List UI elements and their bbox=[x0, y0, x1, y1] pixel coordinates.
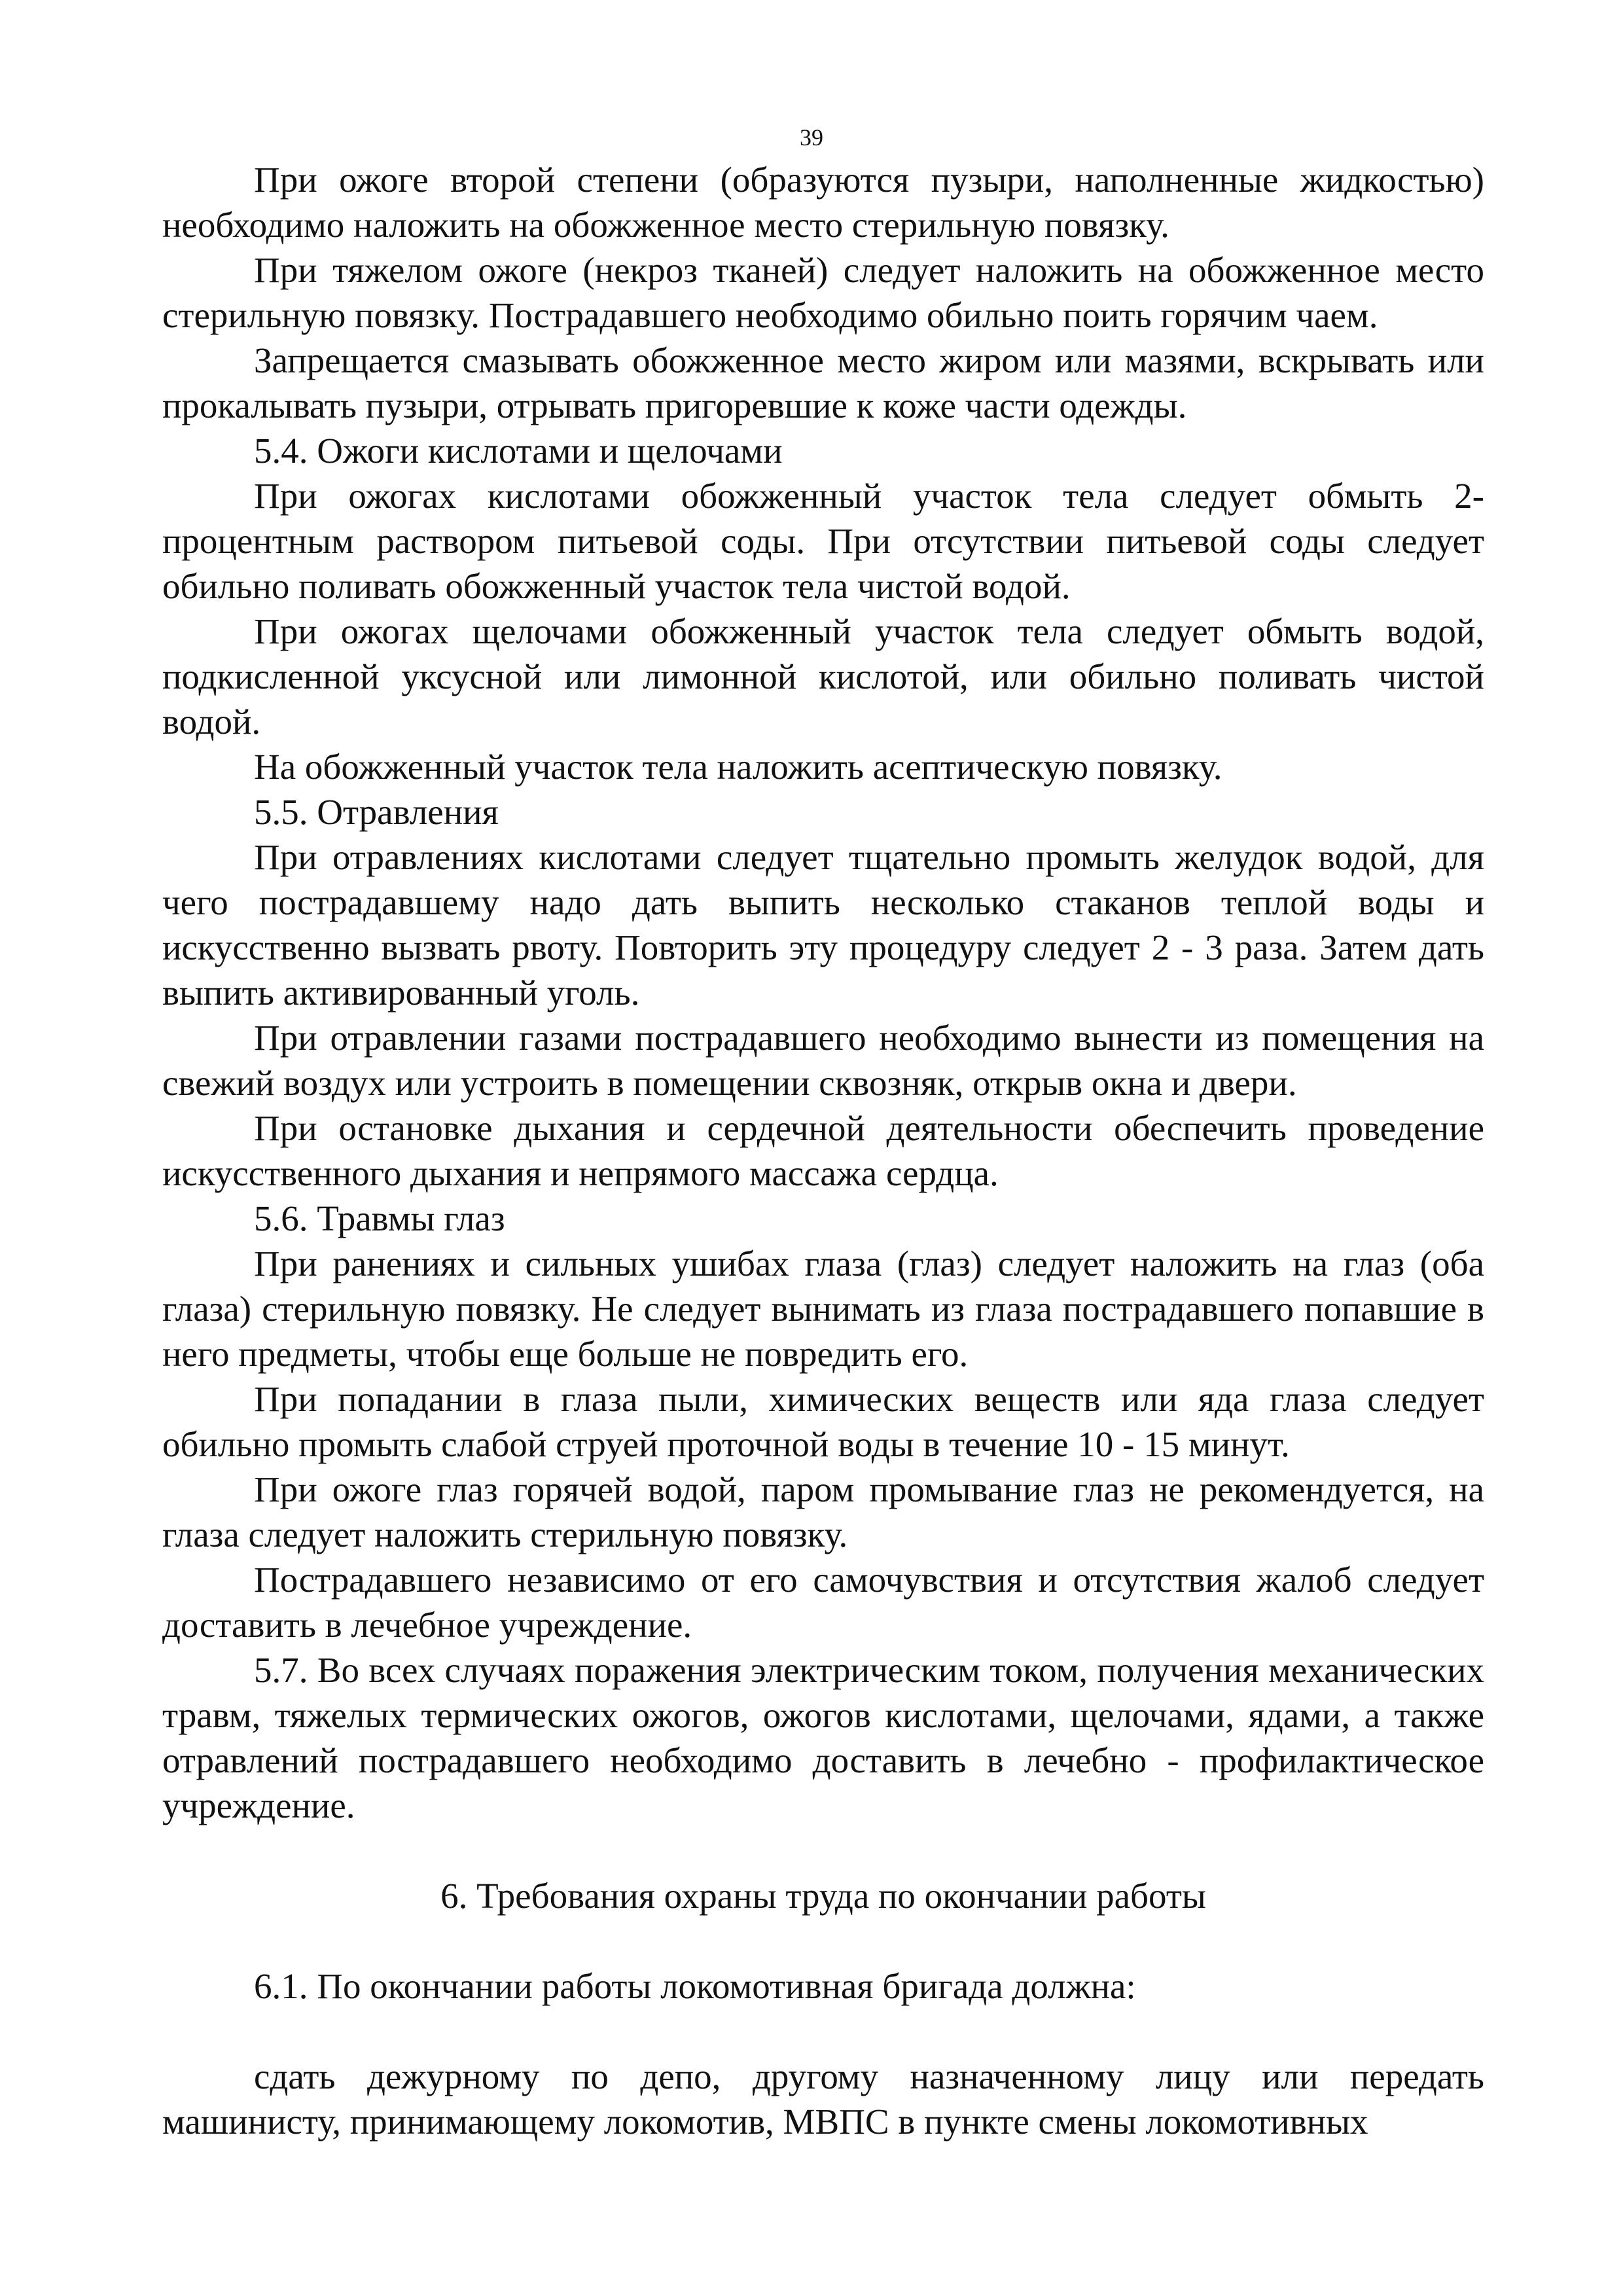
paragraph-eye-burns: При ожоге глаз горячей водой, паром промывание глаз не рекомендуется, на глаза следует наложить стерильную повязку. bbox=[162, 1469, 1484, 1554]
paragraph-6-1: 6.1. По окончании работы локомотивная бригада должна: bbox=[254, 1966, 1136, 2006]
paragraph-eye-contamination: При попадании в глаза пыли, химических веществ или яда глаза следует обильно промыть слабой струей проточной воды в течение 10 - 15 минут. bbox=[162, 1379, 1484, 1464]
subsection-heading-5-4: 5.4. Ожоги кислотами и щелочами bbox=[254, 431, 783, 471]
section-heading-6: 6. Требования охраны труда по окончании работы bbox=[440, 1876, 1206, 1916]
paragraph-6-1-handover: сдать дежурному по депо, другому назначенному лицу или передать машинисту, принимающему локомотив, МВПС в пункте смены локомотивных bbox=[162, 2056, 1484, 2142]
document-body bbox=[162, 157, 1484, 2144]
paragraph-acid-burns: При ожогах кислотами обожженный участок тела следует обмыть 2-процентным раствором питьевой соды. При отсутствии питьевой соды следует обильно поливать обожженный участок тела чистой водой. bbox=[162, 476, 1484, 606]
paragraph-resuscitation: При остановке дыхания и сердечной деятельности обеспечить проведение искусственного дыхания и непрямого массажа сердца. bbox=[162, 1108, 1484, 1193]
subsection-heading-5-5: 5.5. Отравления bbox=[254, 792, 499, 832]
paragraph-burn-severe: При тяжелом ожоге (некроз тканей) следует наложить на обожженное место стерильную повязку. Пострадавшего необходимо обильно поить горячим чаем. bbox=[162, 250, 1484, 335]
paragraph-gas-poisoning: При отравлении газами пострадавшего необходимо вынести из помещения на свежий воздух или устроить в помещении сквозняк, открыв окна и двери. bbox=[162, 1018, 1484, 1103]
paragraph-eye-injuries: При ранениях и сильных ушибах глаза (глаз) следует наложить на глаз (оба глаза) стерильную повязку. Не следует вынимать из глаза пострадавшего попавшие в него предметы, чтобы еще больше не повредить его. bbox=[162, 1244, 1484, 1374]
paragraph-aseptic-dressing: На обожженный участок тела наложить асептическую повязку. bbox=[254, 747, 1222, 787]
page-number: 39 bbox=[800, 124, 823, 151]
paragraph-5-7-all-cases: 5.7. Во всех случаях поражения электрическим током, получения механических травм, тяжелых термических ожогов, ожогов кислотами, щелочами, ядами, а также отравлений пострадавшего необходимо доставить в лечебно - профилактическое учреждение. bbox=[162, 1650, 1484, 1825]
paragraph-medical-delivery: Пострадавшего независимо от его самочувствия и отсутствия жалоб следует доставить в лечебное учреждение. bbox=[162, 1560, 1484, 1645]
paragraph-acid-poisoning: При отравлениях кислотами следует тщательно промыть желудок водой, для чего пострадавшему надо дать выпить несколько стаканов теплой воды и искусственно вызвать рвоту. Повторить эту процедуру следует 2 - 3 раза. Затем дать выпить активированный уголь. bbox=[162, 837, 1484, 1013]
paragraph-alkali-burns: При ожогах щелочами обожженный участок тела следует обмыть водой, подкисленной уксусной или лимонной кислотой, или обильно поливать чистой водой. bbox=[162, 611, 1484, 742]
paragraph-burn-second-degree: При ожоге второй степени (образуются пузыри, наполненные жидкостью) необходимо наложить на обожженное место стерильную повязку. bbox=[162, 160, 1484, 245]
subsection-heading-5-6: 5.6. Травмы глаз bbox=[254, 1198, 505, 1238]
paragraph-burn-prohibitions: Запрещается смазывать обожженное место жиром или мазями, вскрывать или прокалывать пузыри, отрывать пригоревшие к коже части одежды. bbox=[162, 340, 1484, 425]
